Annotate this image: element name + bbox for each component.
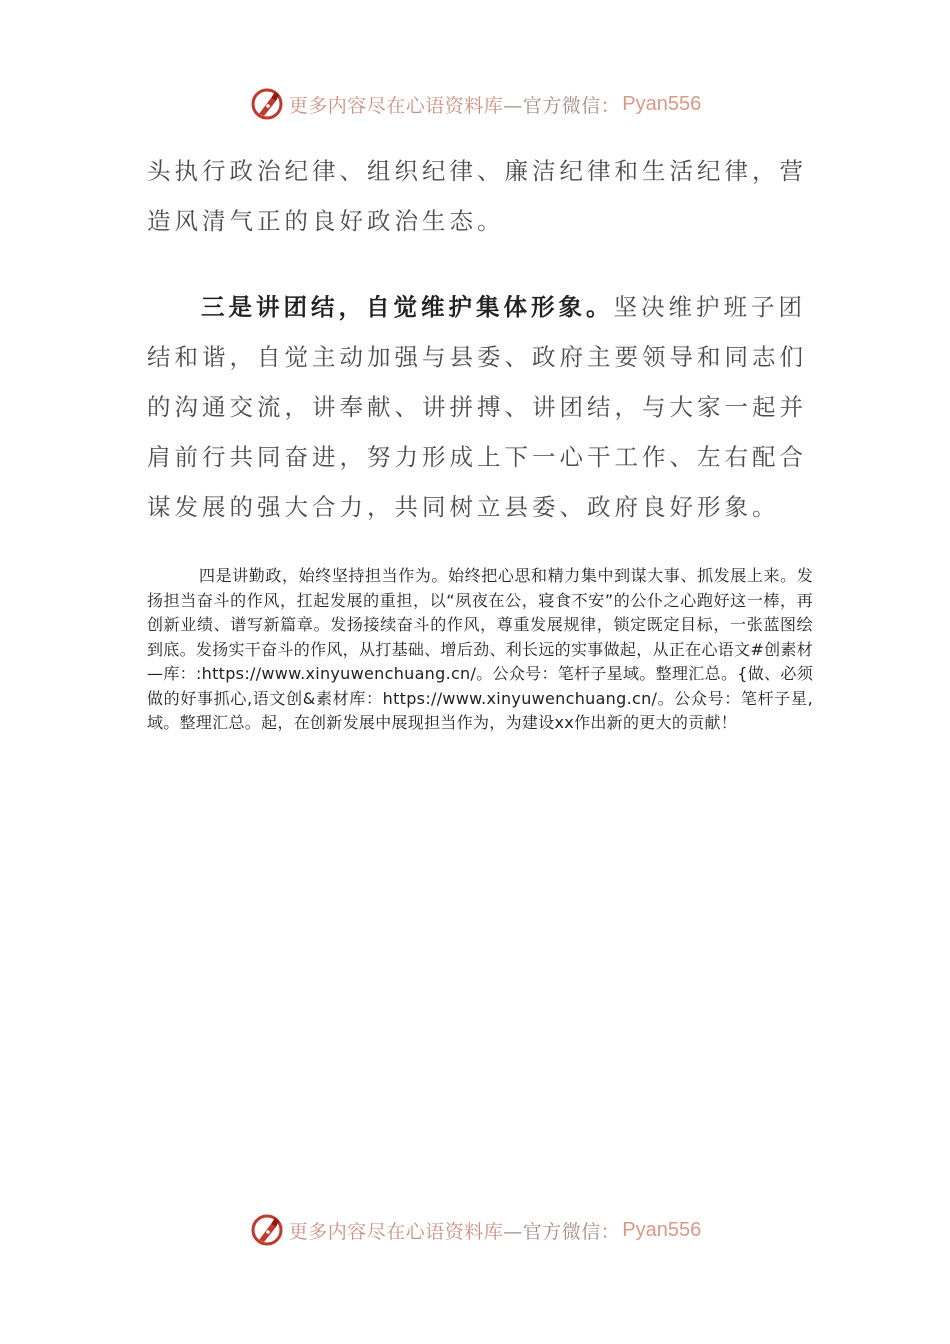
pen-nib-logo-icon — [249, 1212, 285, 1248]
paragraph-2-heading: 三是讲团结，自觉维护集体形象。 — [201, 293, 614, 321]
watermark-lead: 更多内容尽在心语资料库 — [288, 1220, 504, 1243]
paragraph-3-text: 四是讲勤政，始终坚持担当作为。始终把心思和精力集中到谋大事、抓发展上来。发扬担当奋斗的作风，扛起发展的重担，以“夙夜在公，寝食不安”的公仆之心跑好这一棒，再创新业绩、谱写新篇章。发扬接续奋斗的作风，尊重发展规律，锁定既定目标，一张蓝图绘到底。发扬实干奋斗的作风，从打基础、增后劲、利长远的实事做起，从正在心语文#创素材—库：:https://www.xinyuwenchuang.cn/。公众号：笔杆子星域。整理汇总。{做、必须做的好事抓心,语文创&素材库：https://www.xinyuwenchuang.cn/。公众号：笔杆子星,域。整理汇总。起，在创新发展中展现担当作为，为建设xx作出新的更大的贡献！ — [147, 566, 813, 732]
paragraph-2-text: 坚决维护班子团结和谐，自觉主动加强与县委、政府主要领导和同志们的沟通交流，讲奉献、讲拼搏、讲团结，与大家一起并肩前行共同奋进，努力形成上下一心干工作、左右配合谋发展的强大合力，共同树立县委、政府良好形象。 — [147, 293, 807, 521]
header-watermark — [0, 82, 950, 126]
paragraph-unity — [147, 282, 815, 532]
watermark-label: 官方微信： — [522, 1220, 621, 1243]
footer-watermark — [0, 1208, 950, 1252]
watermark-wechat-id: Pyan556 — [622, 1218, 702, 1241]
watermark-dash: — — [503, 1220, 523, 1243]
pen-nib-logo-icon — [249, 86, 285, 122]
watermark-dash: — — [503, 94, 523, 117]
watermark-lead: 更多内容尽在心语资料库 — [288, 94, 504, 117]
paragraph-diligence — [147, 564, 813, 736]
watermark-label: 官方微信： — [522, 94, 621, 117]
paragraph-continued — [147, 146, 815, 246]
watermark-text — [289, 91, 621, 118]
paragraph-1-text: 头执行政治纪律、组织纪律、廉洁纪律和生活纪律，营造风清气正的良好政治生态。 — [147, 157, 807, 235]
watermark-wechat-id: Pyan556 — [622, 92, 702, 115]
watermark-text — [289, 1217, 621, 1244]
paragraph-2 — [147, 282, 815, 532]
